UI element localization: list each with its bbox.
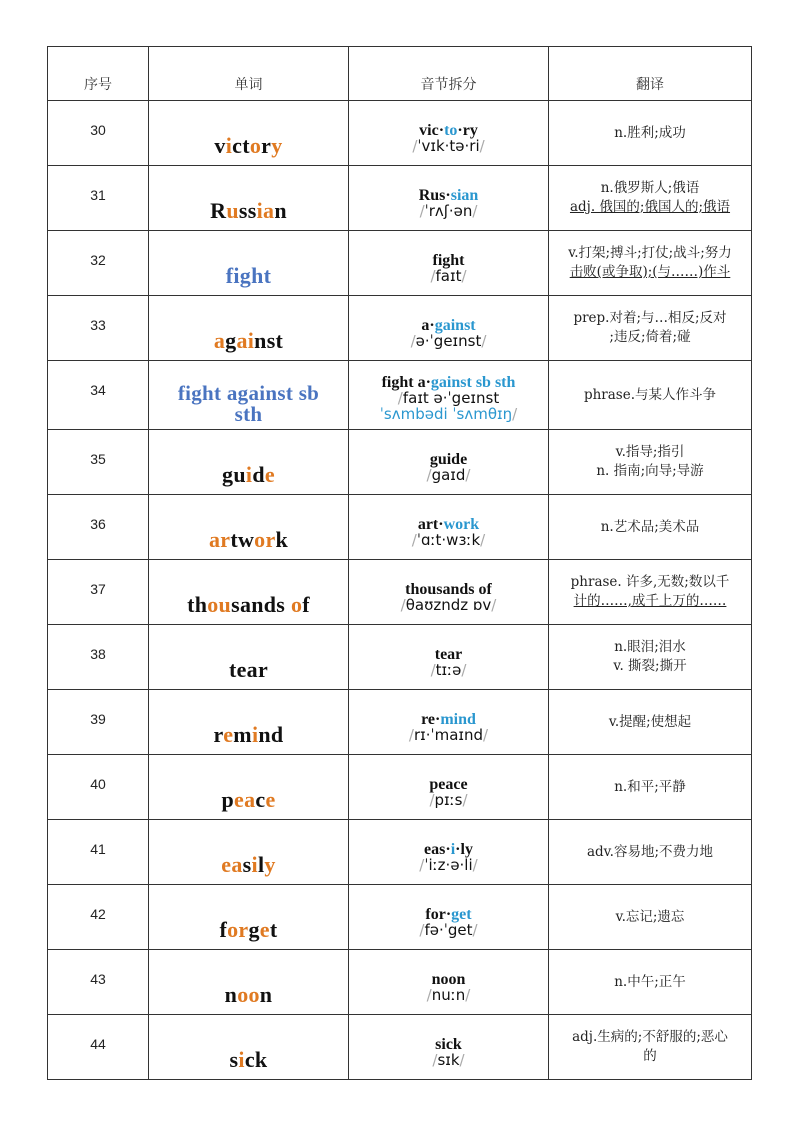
syllable-cell	[349, 950, 549, 1015]
row-number: 31	[48, 166, 149, 231]
row-number: 44	[48, 1015, 149, 1080]
phonetic: /ə·ˈgeɪnst/	[410, 332, 487, 350]
row-number: 35	[48, 430, 149, 495]
syllable-cell	[349, 495, 549, 560]
translation-line: n.和平;平静	[614, 778, 686, 795]
phonetic: /nuːn/	[426, 986, 471, 1004]
word-cell	[149, 690, 349, 755]
translation-cell	[549, 625, 752, 690]
syllable-word: tear	[434, 646, 463, 663]
translation-line: n. 指南;向导;导游	[596, 463, 704, 479]
word-cell	[149, 296, 349, 361]
word: forget	[219, 917, 278, 942]
word: remind	[213, 722, 284, 747]
translation-cell	[549, 166, 752, 231]
phonetic: ˈsʌmbədi ˈsʌmθɪŋ/	[379, 405, 518, 423]
row-number: 40	[48, 755, 149, 820]
translation-cell	[549, 1015, 752, 1080]
phonetic: /faɪt ə·ˈgeɪnst	[397, 389, 500, 407]
translation-line: v.指导;指引	[615, 444, 685, 460]
row-number: 39	[48, 690, 149, 755]
phonetic: /ˈiːz·ə·li/	[419, 856, 478, 874]
phonetic: /rɪ·ˈmaɪnd/	[408, 726, 489, 744]
translation-line: v.打架;搏斗;打仗;战斗;努力	[568, 245, 732, 261]
syllable-word: sick	[435, 1036, 462, 1053]
word: Russian	[210, 198, 287, 223]
row-number: 38	[48, 625, 149, 690]
syllable-cell	[349, 755, 549, 820]
translation-line: n.眼泪;泪水	[614, 639, 686, 655]
phonetic: /fə·ˈget/	[419, 921, 478, 939]
table-row	[48, 885, 752, 950]
phonetic: /ˈɑːt·wɜːk/	[411, 531, 486, 549]
word-cell	[149, 101, 349, 166]
table-row	[48, 166, 752, 231]
phonetic: /tɪːə/	[430, 661, 467, 679]
word: fight against sb sth	[177, 381, 320, 426]
word: fight	[225, 263, 272, 288]
translation-cell	[549, 361, 752, 430]
syllable-word: a·gainst	[421, 317, 476, 334]
translation-cell	[549, 495, 752, 560]
translation-line: adj. 俄国的;俄国人的;俄语	[569, 199, 731, 215]
word: easily	[221, 852, 276, 877]
word-cell	[149, 231, 349, 296]
word: noon	[224, 982, 273, 1007]
translation-line: phrase. 许多,无数;数以千	[570, 574, 730, 590]
word-cell	[149, 166, 349, 231]
syllable-cell	[349, 1015, 549, 1080]
phonetic: /pɪːs/	[429, 791, 468, 809]
header-syllables: 音节拆分	[349, 47, 549, 101]
syllable-cell	[349, 430, 549, 495]
table-row	[48, 430, 752, 495]
table-row	[48, 690, 752, 755]
translation-cell	[549, 950, 752, 1015]
word: sick	[229, 1047, 268, 1072]
row-number: 34	[48, 361, 149, 430]
table-row	[48, 950, 752, 1015]
table-row	[48, 1015, 752, 1080]
table-row	[48, 560, 752, 625]
syllable-word: Rus·sian	[418, 187, 479, 204]
word: tear	[228, 657, 269, 682]
header-translation: 翻译	[549, 47, 752, 101]
syllable-word: peace	[429, 776, 468, 793]
word: guide	[222, 462, 275, 487]
syllable-cell	[349, 820, 549, 885]
translation-line: n.中午;正午	[614, 973, 686, 990]
translation-cell	[549, 430, 752, 495]
syllable-cell	[349, 625, 549, 690]
translation-line: v.提醒;使想起	[608, 713, 692, 730]
table-row	[48, 361, 752, 430]
row-number: 37	[48, 560, 149, 625]
syllable-word: re·mind	[421, 711, 476, 728]
syllable-cell	[349, 361, 549, 430]
translation-line: phrase.与某人作斗争	[583, 386, 717, 403]
translation-line: 的	[643, 1048, 657, 1064]
translation-line: v. 撕裂;撕开	[613, 658, 687, 674]
word-cell	[149, 625, 349, 690]
row-number: 43	[48, 950, 149, 1015]
translation-line: 击败(或争取);(与……)作斗	[569, 264, 731, 280]
word-cell	[149, 430, 349, 495]
syllable-word: thousands of	[405, 581, 492, 598]
syllable-word: eas·i·ly	[424, 841, 473, 858]
header-number: 序号	[48, 47, 149, 101]
syllable-cell	[349, 166, 549, 231]
word-cell	[149, 361, 349, 430]
word: peace	[221, 787, 276, 812]
table-row	[48, 625, 752, 690]
word-cell	[149, 495, 349, 560]
translation-cell	[549, 885, 752, 950]
vocabulary-sheet	[47, 46, 751, 1080]
word-cell	[149, 885, 349, 950]
translation-line: prep.对着;与…相反;反对	[573, 310, 727, 326]
phonetic: /faɪt/	[430, 267, 467, 285]
translation-line: ;违反;倚着;碰	[609, 329, 691, 345]
header-row	[48, 47, 752, 101]
translation-cell	[549, 755, 752, 820]
translation-cell	[549, 296, 752, 361]
syllable-cell	[349, 296, 549, 361]
translation-cell	[549, 101, 752, 166]
syllable-cell	[349, 690, 549, 755]
word-cell	[149, 755, 349, 820]
row-number: 42	[48, 885, 149, 950]
syllable-cell	[349, 560, 549, 625]
word-cell	[149, 1015, 349, 1080]
word: artwork	[208, 527, 289, 552]
word: victory	[214, 133, 283, 158]
word: thousands of	[187, 592, 310, 617]
syllable-word: fight a·gainst sb sth	[381, 374, 516, 391]
syllable-cell	[349, 231, 549, 296]
syllable-word: noon	[431, 971, 466, 988]
phonetic: /θaʊzndz ɒv/	[400, 596, 497, 614]
translation-line: adv.容易地;不费力地	[586, 843, 714, 860]
syllable-word: art·work	[417, 516, 480, 533]
syllable-cell	[349, 101, 549, 166]
syllable-word: vic·to·ry	[419, 122, 478, 139]
translation-cell	[549, 690, 752, 755]
row-number: 36	[48, 495, 149, 560]
syllable-word: fight	[432, 252, 465, 269]
row-number: 30	[48, 101, 149, 166]
row-number: 41	[48, 820, 149, 885]
row-number: 32	[48, 231, 149, 296]
vocabulary-table	[47, 46, 752, 1080]
table-row	[48, 231, 752, 296]
table-row	[48, 296, 752, 361]
phonetic: /ˈvɪk·tə·ri/	[412, 137, 485, 155]
word-cell	[149, 950, 349, 1015]
translation-line: n.艺术品;美术品	[600, 518, 700, 535]
syllable-word: for·get	[425, 906, 472, 923]
translation-cell	[549, 560, 752, 625]
translation-line: adj.生病的;不舒服的;恶心	[572, 1029, 728, 1045]
header-word: 单词	[149, 47, 349, 101]
table-row	[48, 495, 752, 560]
syllable-cell	[349, 885, 549, 950]
phonetic: /ˈrʌʃ·ən/	[419, 202, 478, 220]
phonetic: /sɪk/	[432, 1051, 465, 1069]
syllable-word: guide	[429, 451, 468, 468]
phonetic: /gaɪd/	[426, 466, 471, 484]
translation-line: 计的……,成千上万的……	[573, 593, 727, 609]
translation-cell	[549, 231, 752, 296]
translation-line: v.忘记;遗忘	[615, 908, 685, 925]
translation-cell	[549, 820, 752, 885]
word-cell	[149, 560, 349, 625]
word-cell	[149, 820, 349, 885]
table-row	[48, 820, 752, 885]
translation-line: n.胜利;成功	[614, 124, 686, 141]
translation-line: n.俄罗斯人;俄语	[600, 180, 700, 196]
word: against	[213, 328, 284, 353]
table-row	[48, 101, 752, 166]
table-row	[48, 755, 752, 820]
row-number: 33	[48, 296, 149, 361]
